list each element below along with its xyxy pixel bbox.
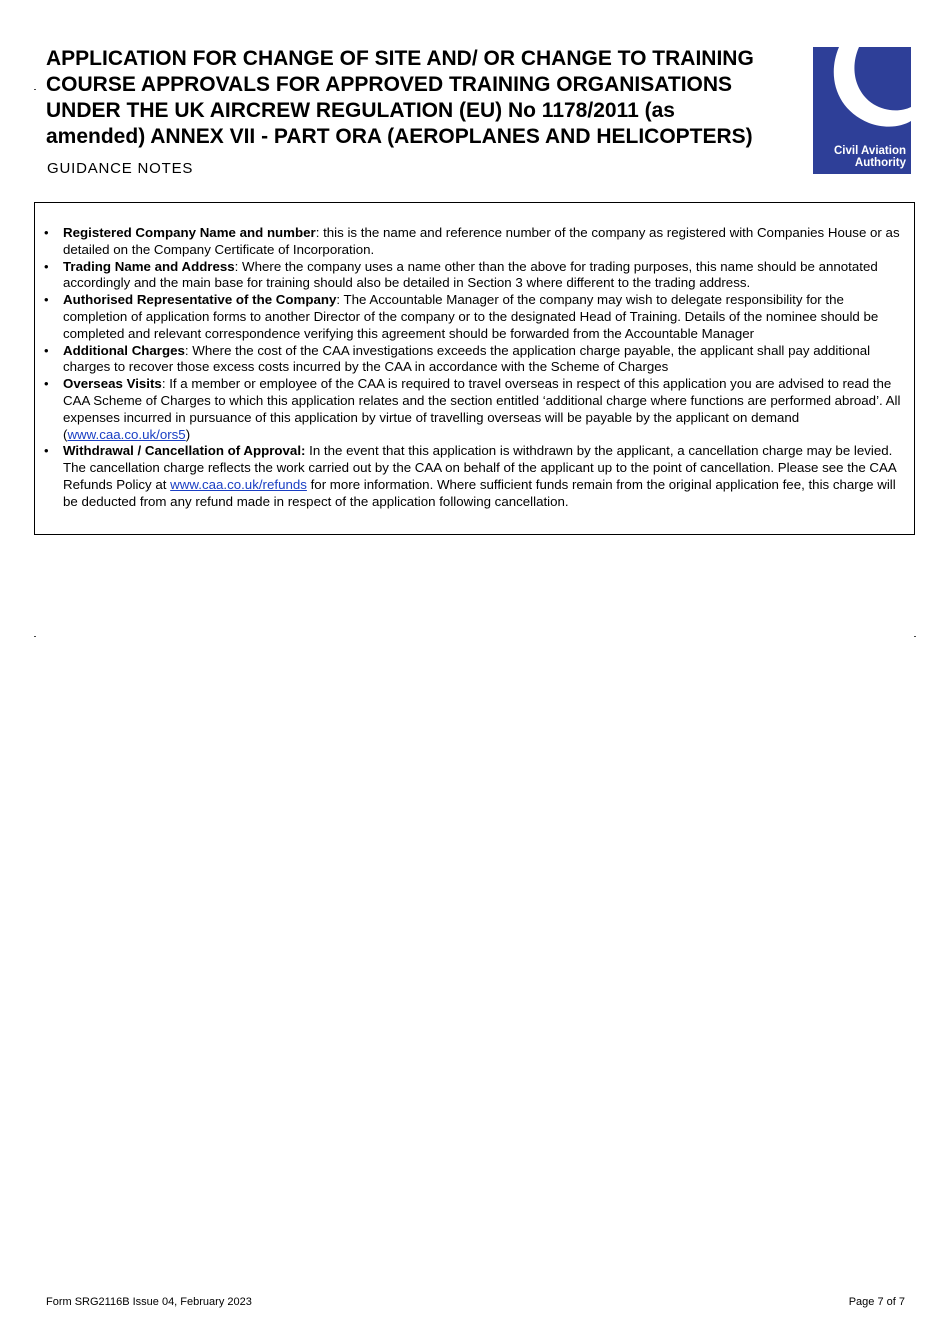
item-term: Authorised Representative of the Company <box>63 292 337 308</box>
margin-tick <box>914 636 916 637</box>
item-text-after: for more information. Where sufficient funds remain from the original application fee, this charge will be deducted from any refund made in respect of the application following cancellation. <box>63 476 896 509</box>
title-line: UNDER THE UK AIRCREW REGULATION (EU) No 1178/2011 (as <box>46 99 675 122</box>
caa-logo <box>813 47 911 174</box>
title-line: amended) ANNEX VII - PART ORA (AEROPLANES AND HELICOPTERS) <box>46 125 753 148</box>
item-term: Additional Charges <box>63 342 185 358</box>
item-text: : this is the name and reference number of the company as registered with Companies House or as detailed on the Company Certificate of Incorporation. <box>63 225 900 257</box>
bullet-icon: • <box>44 258 49 274</box>
bullet-icon: • <box>44 376 49 392</box>
item-text: : The Accountable Manager of the company may wish to delegate responsibility for the completion of application forms to another Director of the company or to the designated Head of Training. Details of the nominee should be completed and relevant correspondence verifying this agreement should be forwarded from the Accountable Manager <box>63 292 879 341</box>
ors5-link[interactable]: www.caa.co.uk/ors5 <box>67 426 186 442</box>
title-line: APPLICATION FOR CHANGE OF SITE AND/ OR CHANGE TO TRAINING <box>46 47 754 70</box>
bullet-icon: • <box>44 292 49 308</box>
item-term: Withdrawal / Cancellation of Approval: <box>63 443 306 459</box>
item-text: : Where the cost of the CAA investigations exceeds the application charge payable, the applicant shall pay additional charges to recover those excess costs incurred by the CAA in accordance with the Scheme of Charges <box>63 342 871 375</box>
guidance-notes-box <box>34 202 915 535</box>
item-text-after: ) <box>185 426 191 442</box>
page-number: Page 7 of 7 <box>848 1296 905 1308</box>
margin-tick <box>34 89 36 90</box>
item-term: Registered Company Name and number <box>63 225 316 240</box>
list-item <box>35 292 914 342</box>
item-text: : Where the company uses a name other than the above for trading purposes, this name should be annotated accordingly and the main base for training should also be detailed in Section 3 where different to the trading address. <box>63 258 878 291</box>
bullet-icon: • <box>44 342 49 358</box>
margin-tick <box>34 636 36 637</box>
list-item <box>35 443 914 510</box>
logo-text-line: Civil Aviation <box>834 145 906 157</box>
guidance-list <box>35 225 914 511</box>
item-text: : If a member or employee of the CAA is required to travel overseas in respect of this application you are advised to read the CAA Scheme of Charges to which this application relates and the section entitled ‘additional charge where functions are performed abroad’. All expenses incurred in pursuance of this application by virtue of travelling overseas will be payable by the applicant on demand ( <box>63 376 901 442</box>
bullet-icon: • <box>44 443 49 459</box>
caa-logo-text <box>834 145 906 169</box>
bullet-icon: • <box>44 225 49 240</box>
form-title <box>46 46 816 150</box>
logo-text-line: Authority <box>854 157 906 169</box>
list-item <box>35 343 914 377</box>
item-term: Overseas Visits <box>63 376 162 392</box>
list-item <box>35 259 914 293</box>
item-text: In the event that this application is withdrawn by the applicant, a cancellation charge may be levied. The cancellation charge reflects the work carried out by the CAA on behalf of the applicant up to the point of cancellation. Please see the CAA Refunds Policy at <box>63 443 897 492</box>
list-item <box>35 376 914 443</box>
list-item <box>35 225 914 259</box>
refunds-link[interactable]: www.caa.co.uk/refunds <box>170 476 307 492</box>
guidance-notes-heading: GUIDANCE NOTES <box>47 160 194 177</box>
title-line: COURSE APPROVALS FOR APPROVED TRAINING ORGANISATIONS <box>46 73 733 96</box>
form-reference: Form SRG2116B Issue 04, February 2023 <box>46 1296 252 1308</box>
item-term: Trading Name and Address <box>63 258 235 274</box>
